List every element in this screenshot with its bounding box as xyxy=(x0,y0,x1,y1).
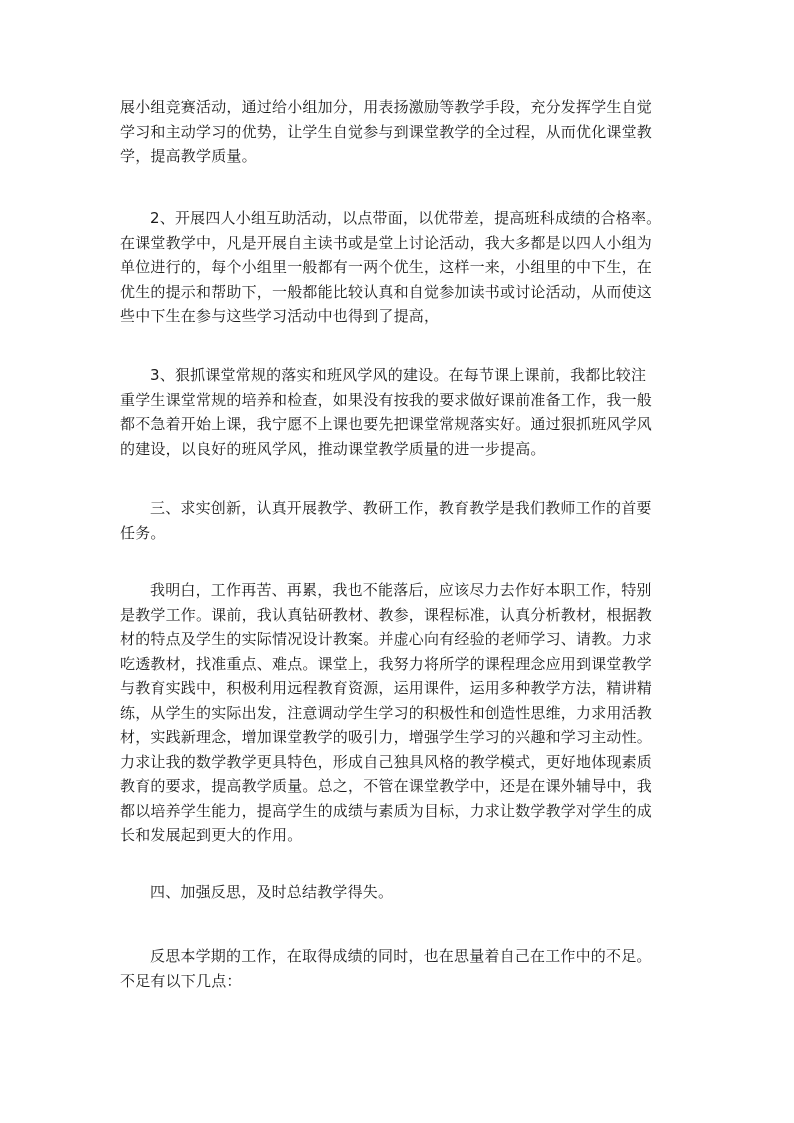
text-line: 展小组竞赛活动，通过给小组加分，用表扬激励等教学手段，充分发挥学生自觉 xyxy=(120,98,653,116)
paragraph-item-2-group-help xyxy=(120,206,680,329)
paragraph-teaching-work xyxy=(120,578,680,848)
text-line: 吃透教材，找准重点、难点。课堂上，我努力将所学的课程理念应用到课堂教学 xyxy=(120,654,653,673)
paragraph-group-competition xyxy=(120,95,680,169)
text-line: 任务。 xyxy=(120,523,166,542)
text-line: 不足有以下几点： xyxy=(120,971,242,990)
text-line: 材，实践新理念，增加课堂教学的吸引力，增强学生学习的兴趣和学习主动性。 xyxy=(120,728,653,746)
text-line: 长和发展起到更大的作用。 xyxy=(120,826,303,844)
text-line: 2、开展四人小组互助活动，以点带面，以优带差，提高班科成绩的合格率。 xyxy=(150,209,662,227)
text-line: 力求让我的数学教学更具特色，形成自己独具风格的教学模式，更好地体现素质 xyxy=(120,752,653,771)
text-line: 与教育实践中，积极利用远程教育资源，运用课件，运用多种教学方法，精讲精 xyxy=(120,679,653,697)
text-line: 都不急着开始上课，我宁愿不上课也要先把课堂常规落实好。通过狠抓班风学风 xyxy=(120,415,653,433)
text-line: 的建设，以良好的班风学风，推动课堂教学质量的进一步提高。 xyxy=(120,439,546,458)
text-line: 学习和主动学习的优势，让学生自觉参与到课堂教学的全过程，从而优化课堂教 xyxy=(120,122,653,141)
text-line: 都以培养学生能力，提高学生的成绩与素质为目标，力求让数学教学对学生的成 xyxy=(120,801,653,820)
paragraph-item-3-classroom-routine xyxy=(120,363,680,461)
text-line: 重学生课堂常规的培养和检查，如果没有按我的要求做好课前准备工作，我一般 xyxy=(120,390,653,409)
section-heading-3-innovation xyxy=(120,496,680,545)
text-line: 是教学工作。课前，我认真钻研教材、教参，课程标准，认真分析教材，根据教 xyxy=(120,605,653,624)
text-line: 在课堂教学中，凡是开展自主读书或是堂上讨论活动，我大多都是以四人小组为 xyxy=(120,233,653,252)
text-line: 四、加强反思，及时总结教学得失。 xyxy=(150,883,394,901)
text-line: 三、求实创新，认真开展教学、教研工作，教育教学是我们教师工作的首要 xyxy=(150,499,652,517)
text-line: 3、狠抓课堂常规的落实和班风学风的建设。在每节课上课前，我都比较注 xyxy=(150,366,647,384)
section-heading-4-reflection xyxy=(120,880,680,905)
text-line: 反思本学期的工作，在取得成绩的同时，也在思量着自己在工作中的不足。 xyxy=(150,947,652,965)
text-line: 教育的要求，提高教学质量。总之，不管在课堂教学中，还是在课外辅导中，我 xyxy=(120,777,653,795)
paragraph-shortcomings xyxy=(120,944,680,993)
text-line: 我明白，工作再苦、再累，我也不能落后，应该尽力去作好本职工作，特别 xyxy=(150,581,652,599)
text-line: 练，从学生的实际出发，注意调动学生学习的积极性和创造性思维，力求用活教 xyxy=(120,703,653,722)
text-line: 单位进行的，每个小组里一般都有一两个优生，这样一来，小组里的中下生，在 xyxy=(120,258,653,276)
text-line: 优生的提示和帮助下，一般都能比较认真和自觉参加读书或讨论活动，从而使这 xyxy=(120,282,653,301)
text-line: 学，提高教学质量。 xyxy=(120,147,257,165)
text-line: 些中下生在参与这些学习活动中也得到了提高， xyxy=(120,307,440,325)
text-line: 材的特点及学生的实际情况设计教案。并虚心向有经验的老师学习、请教。力求 xyxy=(120,630,653,648)
